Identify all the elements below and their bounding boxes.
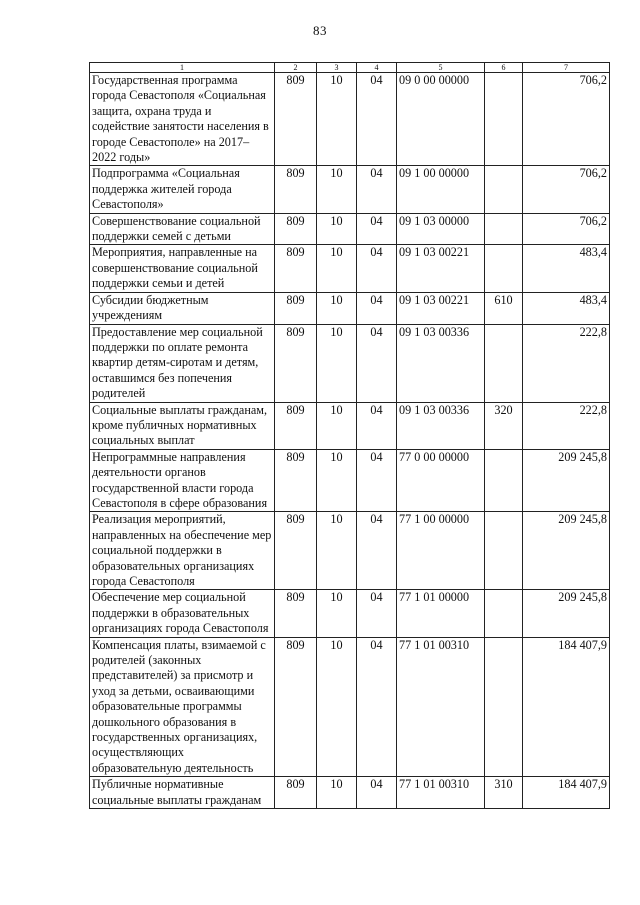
table-row <box>90 73 610 166</box>
subsection-code: 04 <box>357 512 397 590</box>
item-name: Публичные нормативные социальные выплаты гражданам <box>90 777 275 809</box>
amount: 706,2 <box>523 213 610 245</box>
table-row <box>90 324 610 402</box>
table-row <box>90 213 610 245</box>
section-code: 10 <box>317 245 357 292</box>
column-number-row <box>90 63 610 73</box>
section-code: 10 <box>317 590 357 637</box>
item-name: Обеспечение мер социальной поддержки в образовательных организациях города Севастополя <box>90 590 275 637</box>
table-row <box>90 292 610 324</box>
amount: 209 245,8 <box>523 590 610 637</box>
target-article-code: 09 1 03 00336 <box>397 324 485 402</box>
amount: 209 245,8 <box>523 449 610 512</box>
target-article-code: 09 1 03 00000 <box>397 213 485 245</box>
expense-type-code <box>485 512 523 590</box>
target-article-code: 77 1 01 00310 <box>397 777 485 809</box>
table-row <box>90 637 610 777</box>
grbs-code: 809 <box>275 590 317 637</box>
amount: 184 407,9 <box>523 637 610 777</box>
subsection-code: 04 <box>357 402 397 449</box>
grbs-code: 809 <box>275 402 317 449</box>
expense-type-code: 610 <box>485 292 523 324</box>
column-header: 3 <box>317 63 357 73</box>
subsection-code: 04 <box>357 777 397 809</box>
target-article-code: 09 1 03 00336 <box>397 402 485 449</box>
expense-type-code <box>485 449 523 512</box>
expense-type-code <box>485 324 523 402</box>
target-article-code: 77 0 00 00000 <box>397 449 485 512</box>
amount: 222,8 <box>523 324 610 402</box>
amount: 483,4 <box>523 292 610 324</box>
item-name: Государственная программа города Севастополя «Социальная защита, охрана труда и содействие занятости населения в городе Севастополе» на 2017–2022 годы» <box>90 73 275 166</box>
grbs-code: 809 <box>275 324 317 402</box>
expense-type-code: 320 <box>485 402 523 449</box>
column-header: 4 <box>357 63 397 73</box>
section-code: 10 <box>317 292 357 324</box>
table-row <box>90 512 610 590</box>
subsection-code: 04 <box>357 637 397 777</box>
item-name: Компенсация платы, взимаемой с родителей (законных представителей) за присмотр и уход за детьми, осваивающими образовательные программы дошкольного образования в государственных организациях, осуществляющих образовательную деятельность <box>90 637 275 777</box>
grbs-code: 809 <box>275 292 317 324</box>
target-article-code: 77 1 00 00000 <box>397 512 485 590</box>
grbs-code: 809 <box>275 166 317 213</box>
target-article-code: 77 1 01 00000 <box>397 590 485 637</box>
section-code: 10 <box>317 324 357 402</box>
subsection-code: 04 <box>357 73 397 166</box>
expense-type-code <box>485 245 523 292</box>
grbs-code: 809 <box>275 637 317 777</box>
item-name: Мероприятия, направленные на совершенствование социальной поддержки семьи и детей <box>90 245 275 292</box>
section-code: 10 <box>317 449 357 512</box>
expense-type-code <box>485 166 523 213</box>
grbs-code: 809 <box>275 73 317 166</box>
item-name: Субсидии бюджетным учреждениям <box>90 292 275 324</box>
amount: 209 245,8 <box>523 512 610 590</box>
table-row <box>90 166 610 213</box>
item-name: Предоставление мер социальной поддержки по оплате ремонта квартир детям-сиротам и детям, оставшимся без попечения родителей <box>90 324 275 402</box>
section-code: 10 <box>317 402 357 449</box>
table-row <box>90 590 610 637</box>
target-article-code: 09 1 00 00000 <box>397 166 485 213</box>
subsection-code: 04 <box>357 213 397 245</box>
grbs-code: 809 <box>275 245 317 292</box>
table-row <box>90 777 610 809</box>
expense-type-code <box>485 637 523 777</box>
section-code: 10 <box>317 777 357 809</box>
table-body <box>90 73 610 809</box>
column-header: 2 <box>275 63 317 73</box>
subsection-code: 04 <box>357 245 397 292</box>
target-article-code: 09 1 03 00221 <box>397 245 485 292</box>
grbs-code: 809 <box>275 449 317 512</box>
table-row <box>90 449 610 512</box>
item-name: Подпрограмма «Социальная поддержка жителей города Севастополя» <box>90 166 275 213</box>
page-number: 83 <box>313 23 327 38</box>
column-header: 1 <box>90 63 275 73</box>
section-code: 10 <box>317 637 357 777</box>
subsection-code: 04 <box>357 166 397 213</box>
item-name: Совершенствование социальной поддержки семей с детьми <box>90 213 275 245</box>
table-row <box>90 402 610 449</box>
target-article-code: 77 1 01 00310 <box>397 637 485 777</box>
expense-type-code: 310 <box>485 777 523 809</box>
subsection-code: 04 <box>357 449 397 512</box>
section-code: 10 <box>317 73 357 166</box>
amount: 222,8 <box>523 402 610 449</box>
subsection-code: 04 <box>357 324 397 402</box>
grbs-code: 809 <box>275 213 317 245</box>
subsection-code: 04 <box>357 292 397 324</box>
target-article-code: 09 0 00 00000 <box>397 73 485 166</box>
amount: 184 407,9 <box>523 777 610 809</box>
expense-type-code <box>485 590 523 637</box>
amount: 706,2 <box>523 166 610 213</box>
grbs-code: 809 <box>275 777 317 809</box>
amount: 483,4 <box>523 245 610 292</box>
section-code: 10 <box>317 166 357 213</box>
budget-table <box>89 62 610 809</box>
item-name: Социальные выплаты гражданам, кроме публичных нормативных социальных выплат <box>90 402 275 449</box>
expense-type-code <box>485 213 523 245</box>
column-header: 6 <box>485 63 523 73</box>
item-name: Непрограммные направления деятельности органов государственной власти города Севастополя в сфере образования <box>90 449 275 512</box>
table-row <box>90 245 610 292</box>
section-code: 10 <box>317 213 357 245</box>
item-name: Реализация мероприятий, направленных на обеспечение мер социальной поддержки в образовательных организациях города Севастополя <box>90 512 275 590</box>
subsection-code: 04 <box>357 590 397 637</box>
column-header: 5 <box>397 63 485 73</box>
column-header: 7 <box>523 63 610 73</box>
grbs-code: 809 <box>275 512 317 590</box>
section-code: 10 <box>317 512 357 590</box>
expense-type-code <box>485 73 523 166</box>
target-article-code: 09 1 03 00221 <box>397 292 485 324</box>
amount: 706,2 <box>523 73 610 166</box>
